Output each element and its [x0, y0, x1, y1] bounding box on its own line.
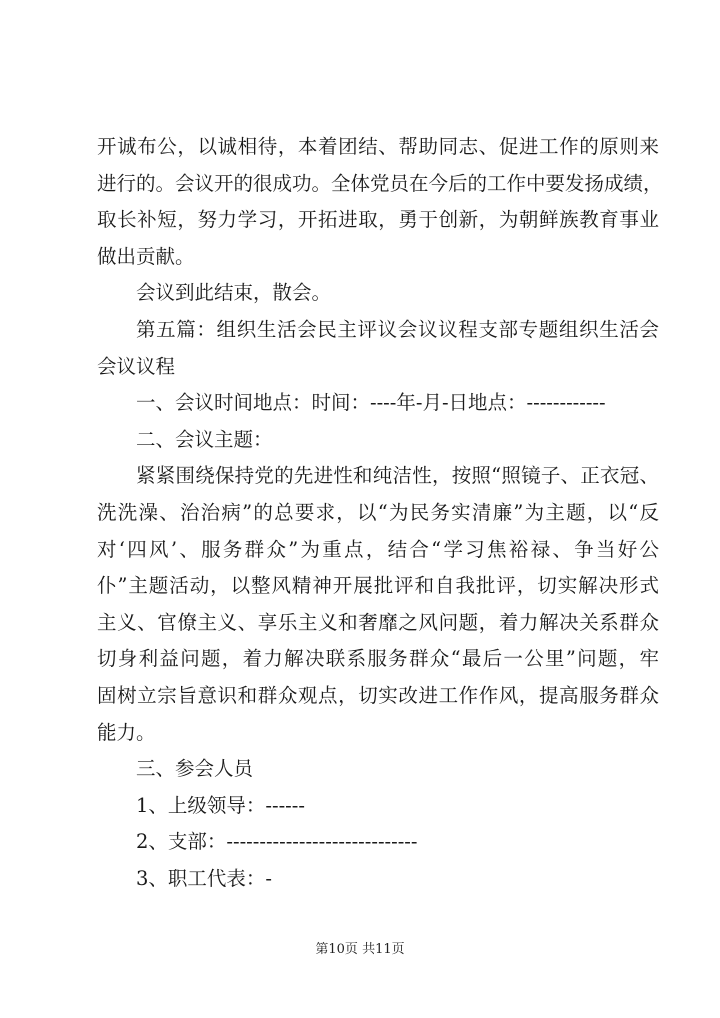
paragraph	[97, 275, 659, 312]
text-line: 紧紧围绕保持党的先进性和纯洁性，按照“照镜子、正衣冠、	[136, 464, 659, 488]
page-footer: 第10页 共11页	[315, 942, 405, 957]
text-line: 3、职工代表：-	[136, 866, 272, 890]
text-line: 对‘四风’、服务群众”为重点，结合“学习焦裕禄、争当好公	[97, 537, 659, 561]
paragraph	[97, 861, 659, 898]
text-line: 能力。	[97, 720, 156, 744]
text-line: 固树立宗旨意识和群众观点，切实改进工作作风，提高服务群众	[97, 683, 659, 707]
text-line: 第五篇：组织生活会民主评议会议议程支部专题组织生活会	[136, 317, 659, 341]
text-line: 一、会议时间地点：时间：----年-月-日地点：------------	[136, 391, 606, 415]
text-line: 会议议程	[97, 354, 176, 378]
text-line: 做出贡献。	[97, 244, 195, 268]
text-line: 二、会议主题：	[136, 427, 273, 451]
text-line: 取长补短，努力学习，开拓进取，勇于创新，为朝鲜族教育事业	[97, 208, 659, 232]
text-line: 2、支部：-----------------------------	[136, 830, 418, 854]
text-line: 切身利益问题，着力解决联系服务群众“最后一公里”问题，牢	[97, 647, 659, 671]
paragraph	[97, 385, 659, 422]
paragraph	[97, 422, 659, 459]
text-line: 仆”主题活动，以整风精神开展批评和自我批评，切实解决形式	[97, 574, 659, 598]
paragraph	[97, 458, 659, 751]
text-line: 主义、官僚主义、享乐主义和奢靡之风问题，着力解决关系群众	[97, 610, 659, 634]
paragraph	[97, 788, 659, 825]
paragraph	[97, 824, 659, 861]
paragraph	[97, 129, 663, 275]
text-line: 开诚布公，以诚相待，本着团结、帮助同志、促进工作的原则来	[97, 135, 659, 158]
text-line: 会议到此结束，散会。	[136, 281, 332, 305]
text-line: 进行的。会议开的很成功。全体党员在今后的工作中要发扬成绩，	[97, 171, 663, 195]
text-line: 1、上级领导：------	[136, 793, 305, 817]
paragraph	[97, 751, 659, 788]
document-body	[97, 129, 663, 897]
text-line: 洗洗澡、治治病”的总要求，以“为民务实清廉”为主题，以“反	[97, 500, 659, 524]
text-line: 三、参会人员	[136, 757, 254, 781]
paragraph	[97, 312, 659, 385]
